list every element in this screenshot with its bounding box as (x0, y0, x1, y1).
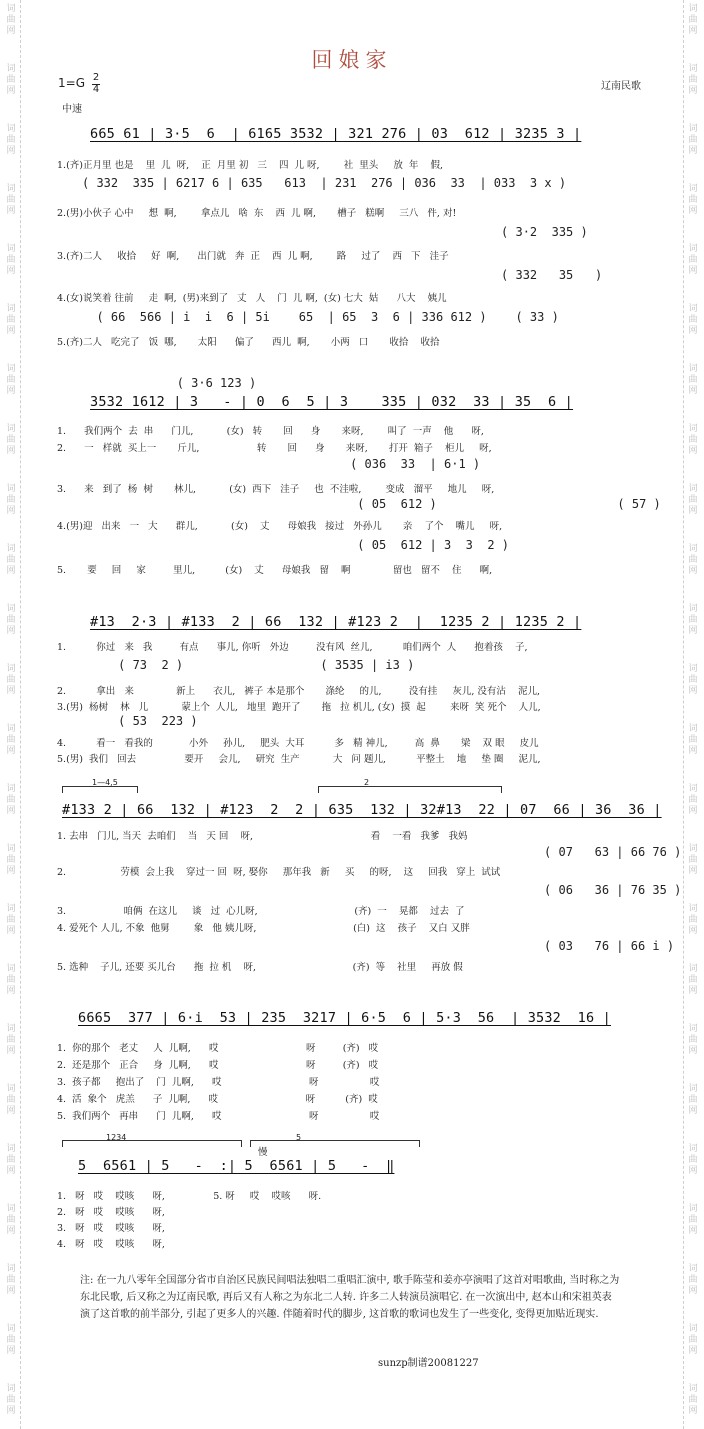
watermark-text: 词 曲 网 (688, 1024, 698, 1056)
accompaniment-line: ( 07 63 | 66 76 ) (60, 845, 682, 859)
footnote: 注: 在一九八零年全国部分省市自治区民族民间唱法独唱二重唱汇演中, 歌手陈莹和姜亦亭演唱了这首对唱歌曲, 当时称之为东北民歌, 后又称之为辽南民歌, 再后又有人称之为东北二人转. 许多二人转演员演唱它. 在一次演出中, 赵本山和宋祖英表演了这首歌的前半部分, 引起了更多人的兴趣. 伴随着时代的脚步, 这首歌的歌词也发生了一些变化, 变得更加贴近现实. (80, 1275, 620, 1320)
watermark-text: 词 曲 网 (688, 1264, 698, 1296)
transcriber-signature: sunzp制谱20081227 (378, 1358, 479, 1369)
tempo-marking: 中速 (62, 104, 82, 115)
lyric-line: 2. 劳模 会上我 穿过一 回 呀, 娶你 那年我 新 买 的呀, 这 回我 穿上 试试 (57, 867, 501, 878)
tempo-slow-mark: 慢 (258, 1147, 268, 1158)
time-signature-bottom: 4 (92, 84, 100, 95)
accompaniment-line: ( 05 612 ) ( 57 ) (90, 497, 661, 511)
accompaniment-line: ( 3·6 123 ) (90, 376, 257, 390)
watermark-text: 词 曲 网 (6, 4, 16, 36)
watermark-text: 词 曲 网 (688, 544, 698, 576)
time-signature-top: 2 (92, 72, 100, 83)
watermark-text: 词 曲 网 (688, 304, 698, 336)
time-signature (92, 73, 100, 95)
music-line: #133 2 | 66 132 | #123 2 2 | 635 132 | 32#13 22 | 07 66 | 36 36 | (62, 802, 662, 818)
watermark-text: 词 曲 网 (688, 604, 698, 636)
watermark-text: 词 曲 网 (6, 724, 16, 756)
repeat-bracket (318, 786, 502, 793)
watermark-text: 词 曲 网 (688, 1084, 698, 1116)
lyric-line: 3. 咱俩 在这儿 谈 过 心儿呀, (齐) 一 晃都 过去 了 (57, 906, 465, 917)
lyric-line: 5.(男) 我们 回去 要开 会儿, 研究 生产 大 问 题儿, 平整土 地 垫 圈 泥儿, (57, 754, 541, 765)
lyric-line: 2.(男)小伙子 心中 想 啊, 拿点儿 啥 东 西 儿 啊, 槽子 糕啊 三八 件, 对! (57, 208, 457, 219)
lyric-line: 4. 看一 看我的 小外 孙儿, 肥头 大耳 多 精 神儿, 高 鼻 梁 双 眼 皮儿 (57, 738, 539, 749)
watermark-text: 词 曲 网 (688, 784, 698, 816)
accompaniment-line: ( 73 2 ) ( 3535 | i3 ) (82, 658, 415, 672)
lyric-line: 1. 我们两个 去 串 门儿, (女) 转 回 身 来呀, 叫了 一声 他 呀, (57, 426, 484, 437)
lyric-line: 1.(齐)正月里 也是 里 儿 呀, 正 月里 初 三 四 儿 呀, 社 里头 放 年 假, (57, 160, 443, 171)
watermark-text: 词 曲 网 (688, 4, 698, 36)
lyric-line: 2. 还是那个 正合 身 儿啊, 哎 呀 (齐) 哎 (57, 1060, 379, 1071)
accompaniment-line: ( 332 335 | 6217 6 | 635 613 | 231 276 | 036 33 | 033 3 x ) (82, 176, 567, 190)
accompaniment-line: ( 53 223 ) (82, 714, 198, 728)
watermark-text: 词 曲 网 (688, 64, 698, 96)
lyric-line: 3. 来 到了 杨 树 林儿, (女) 西下 洼子 也 不洼啦, 变成 溜平 地儿 呀, (57, 484, 495, 495)
lyric-line: 3.(男) 杨树 林 儿 蒙上个 人儿, 地里 跑开了 拖 拉 机儿, (女) 摸 起 来呀 笑 死个 人儿, (57, 702, 541, 713)
watermark-text: 词 曲 网 (6, 1024, 16, 1056)
song-title: 回娘家 (311, 48, 393, 72)
lyric-line: 2. 呀 哎 哎咳 呀, (57, 1207, 165, 1218)
accompaniment-line: ( 332 35 ) (82, 268, 603, 282)
lyric-line: 1. 你的那个 老丈 人 儿啊, 哎 呀 (齐) 哎 (57, 1043, 379, 1054)
watermark-text: 词 曲 网 (6, 964, 16, 996)
watermark-text: 词 曲 网 (688, 1144, 698, 1176)
watermark-text: 词 曲 网 (688, 1204, 698, 1236)
watermark-text: 词 曲 网 (6, 544, 16, 576)
lyric-line: 4.(女)说笑着 往前 走 啊, (男)来到了 丈 人 门 儿 啊, (女) 七大 姑 八大 姨儿 (57, 293, 447, 304)
watermark-text: 词 曲 网 (6, 1144, 16, 1176)
watermark-text: 词 曲 网 (6, 904, 16, 936)
lyric-line: 4. 呀 哎 哎咳 呀, (57, 1239, 165, 1250)
left-watermark-strip (0, 0, 22, 1429)
watermark-text: 词 曲 网 (6, 304, 16, 336)
watermark-text: 词 曲 网 (688, 964, 698, 996)
lyric-line: 4.(男)迎 出来 一 大 群儿, (女) 丈 母娘我 接过 外孙儿 亲 了个 嘴儿 呀, (57, 521, 503, 532)
accompaniment-line: ( 3·2 335 ) (82, 225, 588, 239)
watermark-text: 词 曲 网 (6, 784, 16, 816)
watermark-text: 词 曲 网 (688, 1384, 698, 1416)
lyric-line: 4. 活 象个 虎羔 子 儿啊, 哎 呀 (齐) 哎 (57, 1094, 378, 1105)
watermark-text: 词 曲 网 (6, 64, 16, 96)
music-line: 6665 377 | 6·i 53 | 235 3217 | 6·5 6 | 5·3 56 | 3532 16 | (78, 1010, 611, 1026)
watermark-text: 词 曲 网 (6, 1324, 16, 1356)
watermark-text: 词 曲 网 (6, 844, 16, 876)
lyric-line: 4. 爱死个 人儿, 不象 他舅 象 他 姨儿呀, (白) 这 孩子 又白 又胖 (57, 923, 470, 934)
watermark-text: 词 曲 网 (688, 904, 698, 936)
right-watermark-strip (682, 0, 704, 1429)
repeat-bracket (62, 1140, 242, 1147)
watermark-text: 词 曲 网 (6, 124, 16, 156)
repeat-label: 2 (364, 778, 370, 787)
watermark-text: 词 曲 网 (6, 244, 16, 276)
watermark-text: 词 曲 网 (688, 1324, 698, 1356)
watermark-text: 词 曲 网 (688, 724, 698, 756)
watermark-text: 词 曲 网 (688, 364, 698, 396)
watermark-text: 词 曲 网 (6, 1384, 16, 1416)
music-line: 5 6561 | 5 - :| 5 6561 | 5 - ‖ (78, 1158, 395, 1174)
watermark-text: 词 曲 网 (6, 364, 16, 396)
music-line: 665 61 | 3·5 6 | 6165 3532 | 321 276 | 03 612 | 3235 3 | (90, 126, 582, 142)
lyric-line: 1. 呀 哎 哎咳 呀, 5. 呀 哎 哎咳 呀. (57, 1191, 322, 1202)
accompaniment-line: ( 05 612 | 3 3 2 ) (90, 538, 510, 552)
watermark-text: 词 曲 网 (6, 664, 16, 696)
watermark-text: 词 曲 网 (688, 424, 698, 456)
lyric-line: 5. 选种 子儿, 还要 买儿台 拖 拉 机 呀, (齐) 等 社里 再放 假 (57, 962, 463, 973)
watermark-text: 词 曲 网 (688, 844, 698, 876)
accompaniment-line: ( 06 36 | 76 35 ) (60, 883, 682, 897)
music-line: #13 2·3 | #133 2 | 66 132 | #123 2 | 1235 2 | 1235 2 | (90, 614, 582, 630)
lyric-line: 5. 我们两个 再串 门 儿啊, 哎 呀 哎 (57, 1111, 380, 1122)
lyric-line: 3. 孩子都 抱出了 门 儿啊, 哎 呀 哎 (57, 1077, 380, 1088)
song-source: 辽南民歌 (601, 81, 641, 92)
repeat-bracket (250, 1140, 420, 1147)
lyric-line: 3.(齐)二人 收拾 好 啊, 出门就 奔 正 西 儿 啊, 路 过了 西 下 洼子 (57, 251, 449, 262)
watermark-text: 词 曲 网 (688, 124, 698, 156)
lyric-line: 1. 去串 门儿, 当天 去咱们 当 天 回 呀, 看 一看 我爹 我妈 (57, 831, 468, 842)
watermark-text: 词 曲 网 (688, 244, 698, 276)
accompaniment-line: ( 03 76 | 66 i ) (60, 939, 675, 953)
lyric-line: 3. 呀 哎 哎咳 呀, (57, 1223, 165, 1234)
watermark-text: 词 曲 网 (688, 664, 698, 696)
lyric-line: 2. 一 样就 买上一 斤儿, 转 回 身 来呀, 打开 箱子 柜儿 呀, (57, 443, 492, 454)
watermark-text: 词 曲 网 (6, 1264, 16, 1296)
watermark-text: 词 曲 网 (688, 184, 698, 216)
repeat-label: 5 (296, 1133, 302, 1142)
watermark-text: 词 曲 网 (6, 604, 16, 636)
lyric-line: 1. 你过 来 我 有点 事儿, 你听 外边 没有风 丝儿, 咱们两个 人 抱着孩 子, (57, 642, 528, 653)
repeat-bracket (62, 786, 138, 793)
watermark-text: 词 曲 网 (6, 184, 16, 216)
music-line: 3532 1612 | 3 - | 0 6 5 | 3 335 | 032 33 | 35 6 | (90, 394, 574, 410)
lyric-line: 5.(齐)二人 吃完了 饭 哪, 太阳 偏了 西儿 啊, 小两 口 收拾 收拾 (57, 337, 440, 348)
watermark-text: 词 曲 网 (688, 484, 698, 516)
lyric-line: 2. 拿出 来 新上 衣儿, 裤子 本是那个 涤纶 的儿, 没有挂 灰儿, 没有沾 泥儿, (57, 686, 540, 697)
watermark-text: 词 曲 网 (6, 424, 16, 456)
watermark-text: 词 曲 网 (6, 1084, 16, 1116)
watermark-text: 词 曲 网 (6, 484, 16, 516)
watermark-text: 词 曲 网 (6, 1204, 16, 1236)
lyric-line: 5. 要 回 家 里儿, (女) 丈 母娘我 留 啊 留也 留不 住 啊, (57, 565, 493, 576)
accompaniment-line: ( 036 33 | 6·1 ) (90, 457, 481, 471)
key-signature: 1=G (58, 76, 85, 90)
accompaniment-line: ( 66 566 | i i 6 | 5i 65 | 65 3 6 | 336 612 ) ( 33 ) (82, 310, 559, 324)
repeat-label: 1—4,5 (92, 778, 118, 787)
repeat-label: 1234 (106, 1133, 127, 1142)
